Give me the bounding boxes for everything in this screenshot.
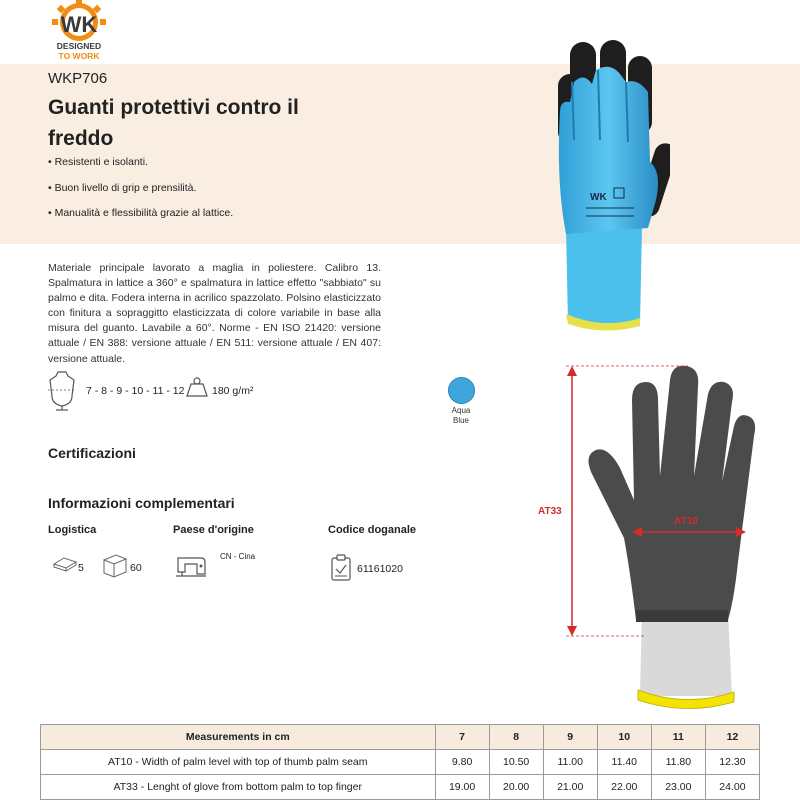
carton-qty: 60 [130,562,142,574]
measurements-table [40,724,760,800]
inner-pack-icon [52,556,78,572]
logistics-heading: Logistica [48,524,97,536]
cell-value: 23.00 [651,775,705,800]
size-header: 9 [543,725,597,750]
logo-tagline-2: TO WORK [58,51,100,61]
mannequin-icon [48,370,76,412]
cell-value: 11.80 [651,750,705,775]
fabric-weight: 180 g/m² [212,385,254,397]
width-label: AT10 [674,516,698,527]
cell-value: 11.40 [597,750,651,775]
measurement-diagram [532,360,764,712]
cell-value: 10.50 [489,750,543,775]
weight-icon [186,376,208,398]
customs-heading: Codice doganale [328,524,417,536]
size-header: 11 [651,725,705,750]
clipboard-icon [330,554,352,582]
cell-value: 20.00 [489,775,543,800]
feature-item: • Resistenti e isolanti. [48,156,148,168]
size-header: 12 [705,725,759,750]
color-label [436,406,486,426]
size-header: 8 [489,725,543,750]
cell-value: 24.00 [705,775,759,800]
feature-item: • Buon livello di grip e prensilità. [48,181,197,194]
feature-list [48,156,233,233]
color-swatch[interactable] [448,377,475,404]
origin-value: CN - Cina [220,552,256,561]
cell-value: 19.00 [435,775,489,800]
table-row [41,750,760,775]
sizes-weight-row [48,370,308,412]
size-header: 7 [435,725,489,750]
row-label: AT33 - Lenght of glove from bottom palm to top finger [41,775,436,800]
additional-info-heading: Informazioni complementari [48,495,235,511]
certifications-heading: Certificazioni [48,445,136,461]
length-label: AT33 [538,506,562,517]
logo-mark: WK [60,12,98,37]
wk-logo [48,0,110,62]
sewing-machine-icon [175,552,207,580]
cell-value: 11.00 [543,750,597,775]
product-code: WKP706 [48,70,108,87]
cell-value: 9.80 [435,750,489,775]
cell-value: 21.00 [543,775,597,800]
color-name-line2: Blue [452,416,469,425]
color-name-line1: Aqua [451,406,471,415]
origin-heading: Paese d'origine [173,524,254,536]
customs-code: 61161020 [357,563,403,575]
available-sizes: 7 - 8 - 9 - 10 - 11 - 12 [86,385,185,397]
feature-item: • Manualità e flessibilità grazie al lattice. [48,207,234,219]
size-header: 10 [597,725,651,750]
table-header-row [41,725,760,750]
product-description: Materiale principale lavorato a maglia in poliestere. Calibro 13. Spalmatura in lattice a 360° e spalmatura in lattice effetto "sabbiato" su palmo e dita. Fodera interna in acrilico spazzolato. Polsino elasticizzato con finitura a sopraggitto elasticizzata di colore variabile in base alla misura del guanto. Lavabile a 60°. Norme - EN ISO 21420: versione attuale / EN 388: versione attuale / EN 511: versione attuale / EN 407: versione attuale. [48,262,381,365]
table-row [41,775,760,800]
table-header-label: Measurements in cm [41,725,436,750]
inner-pack-qty: 5 [78,562,84,574]
carton-icon [102,553,128,579]
logo-tagline-1: DESIGNED [56,41,102,51]
svg-text:WK: WK [590,192,607,203]
glove-photo [530,22,670,334]
cell-value: 22.00 [597,775,651,800]
cell-value: 12.30 [705,750,759,775]
product-title: Guanti protettivi contro il freddo [48,96,299,150]
row-label: AT10 - Width of palm level with top of thumb palm seam [41,750,436,775]
